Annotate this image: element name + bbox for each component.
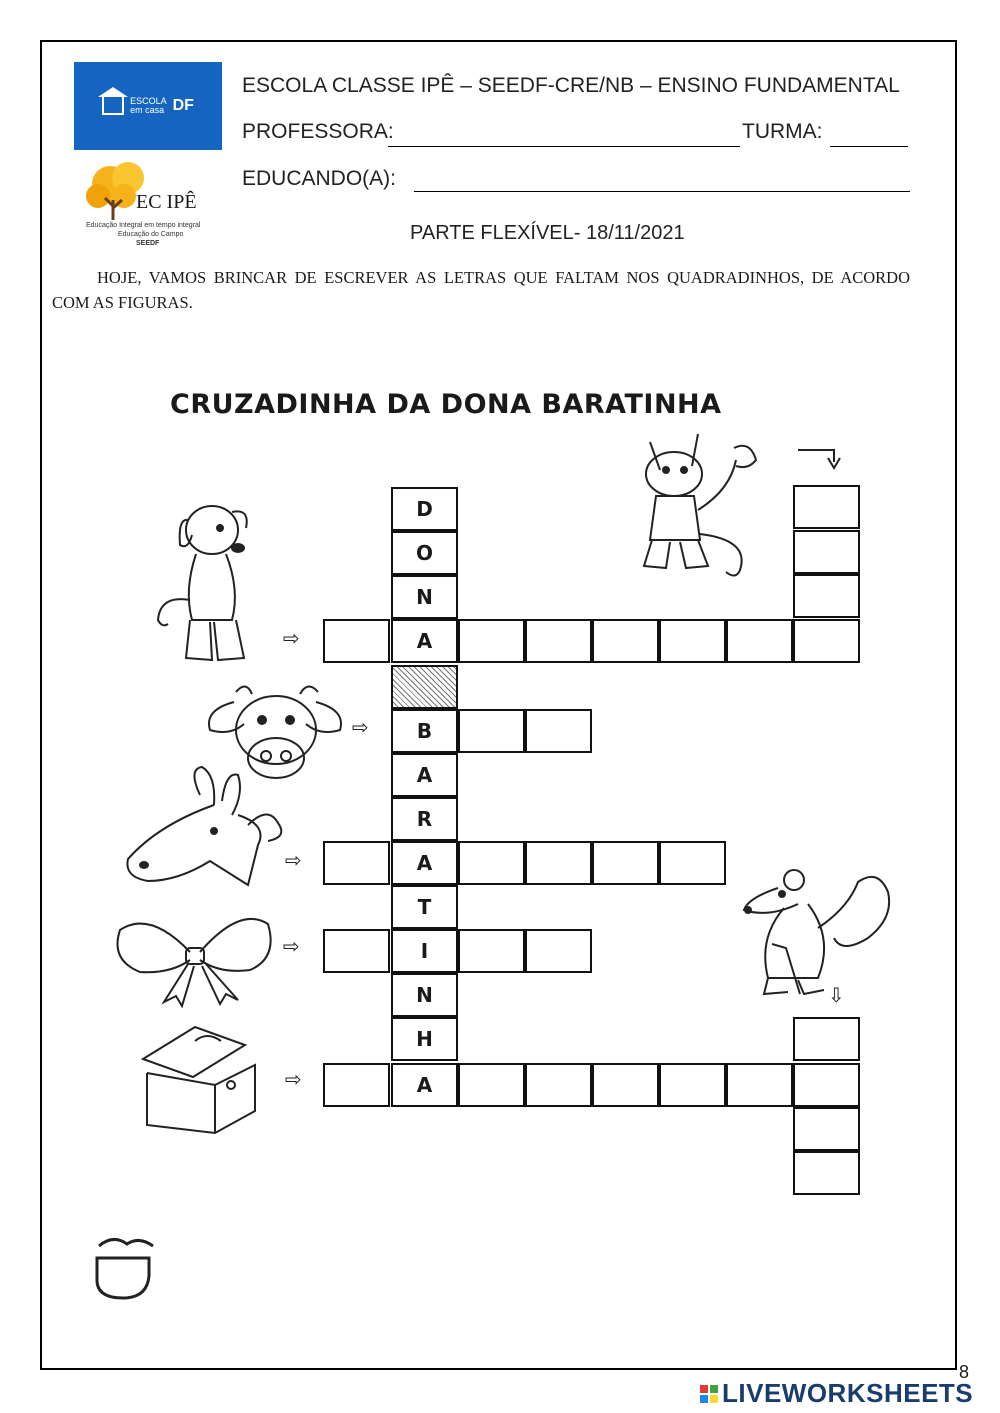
student-label: EDUCANDO(A): [242,167,397,190]
answer-cell[interactable] [525,929,592,973]
dog-figure [140,490,260,670]
page-number: 8 [959,1362,970,1382]
right-arrow-icon: ⇨ [285,1067,302,1091]
vertical-cell: A [391,619,458,663]
instructions: HOJE, VAMOS BRINCAR DE ESCREVER AS LETRAS QUE FALTAM NOS QUADRADINHOS, DE ACORDO COM AS FIGURAS. [52,268,910,312]
bow-figure [110,910,280,1010]
vertical-cell: D [391,487,458,531]
answer-cell[interactable] [458,1063,525,1107]
answer-cell[interactable] [793,619,860,663]
right-arrow-icon: ⇨ [283,934,300,958]
vertical-cell: A [391,1063,458,1107]
class-label: TURMA: [742,120,823,143]
vertical-cell: H [391,1017,458,1061]
logo-text-df: DF [172,97,194,114]
ec-ipe-logo [80,156,220,248]
answer-cell[interactable] [726,1063,793,1107]
teacher-label: PROFESSORA: [242,120,394,143]
class-field[interactable] [830,146,908,147]
right-arrow-icon: ⇨ [285,848,302,872]
right-arrow-icon: ⇨ [283,626,300,650]
liveworksheets-squares-icon [700,1385,718,1403]
answer-cell[interactable] [659,619,726,663]
answer-cell[interactable] [323,841,390,885]
logo-text-em-casa: em casa [130,105,165,115]
answer-cell[interactable] [592,841,659,885]
answer-cell[interactable] [525,709,592,753]
liveworksheets-brand: LIVEWORKSHEETS [722,1378,974,1408]
vertical-cell: O [391,531,458,575]
answer-cell[interactable] [525,1063,592,1107]
answer-cell[interactable] [659,1063,726,1107]
answer-cell[interactable] [458,929,525,973]
cat-figure [630,430,780,580]
bent-down-arrow-icon [796,444,848,474]
answer-cell[interactable] [323,929,390,973]
answer-cell[interactable] [592,619,659,663]
house-icon [102,97,124,115]
ec-ipe-line3: SEEDF [136,240,160,247]
answer-cell[interactable] [659,841,726,885]
puzzle-title: CRUZADINHA DA DONA BARATINHA [170,389,722,420]
right-arrow-icon: ⇨ [352,715,369,739]
vertical-cell: A [391,841,458,885]
answer-cell[interactable] [793,1017,860,1061]
answer-cell[interactable] [793,574,860,618]
answer-cell[interactable] [323,1063,390,1107]
school-title: ESCOLA CLASSE IPÊ – SEEDF-CRE/NB – ENSINO FUNDAMENTAL [242,74,900,97]
student-field[interactable] [414,191,910,192]
answer-cell[interactable] [458,841,525,885]
vertical-cell: B [391,709,458,753]
answer-cell[interactable] [458,619,525,663]
ec-ipe-line1: Educação Integral em tempo integral [86,222,201,229]
answer-cell[interactable] [793,485,860,529]
vertical-cell: T [391,885,458,929]
answer-cell[interactable] [323,619,390,663]
teacher-field[interactable] [388,146,740,147]
vertical-cell: N [391,973,458,1017]
logo-text-escola: ESCOLA [130,96,167,106]
vertical-cell: I [391,929,458,973]
partial-figure [93,1228,163,1300]
answer-cell[interactable] [525,841,592,885]
answer-cell[interactable] [793,1107,860,1151]
down-arrow-icon: ⇩ [828,983,845,1007]
ec-ipe-line2: Educação do Campo [118,231,184,238]
ec-ipe-name: EC IPÊ [136,191,197,213]
subtitle: PARTE FLEXÍVEL- 18/11/2021 [410,222,685,244]
donkey-figure [118,765,298,895]
mouse-figure [738,868,898,998]
answer-cell[interactable] [793,1063,860,1107]
answer-cell[interactable] [458,709,525,753]
liveworksheets-logo [700,1378,973,1409]
chest-figure [135,1025,265,1135]
hatched-cell [391,665,458,709]
answer-cell[interactable] [592,1063,659,1107]
answer-cell[interactable] [525,619,592,663]
answer-cell[interactable] [793,530,860,574]
vertical-cell: A [391,753,458,797]
vertical-cell: R [391,797,458,841]
escola-em-casa-df-logo [74,62,222,150]
vertical-cell: N [391,575,458,619]
answer-cell[interactable] [793,1151,860,1195]
answer-cell[interactable] [726,619,793,663]
